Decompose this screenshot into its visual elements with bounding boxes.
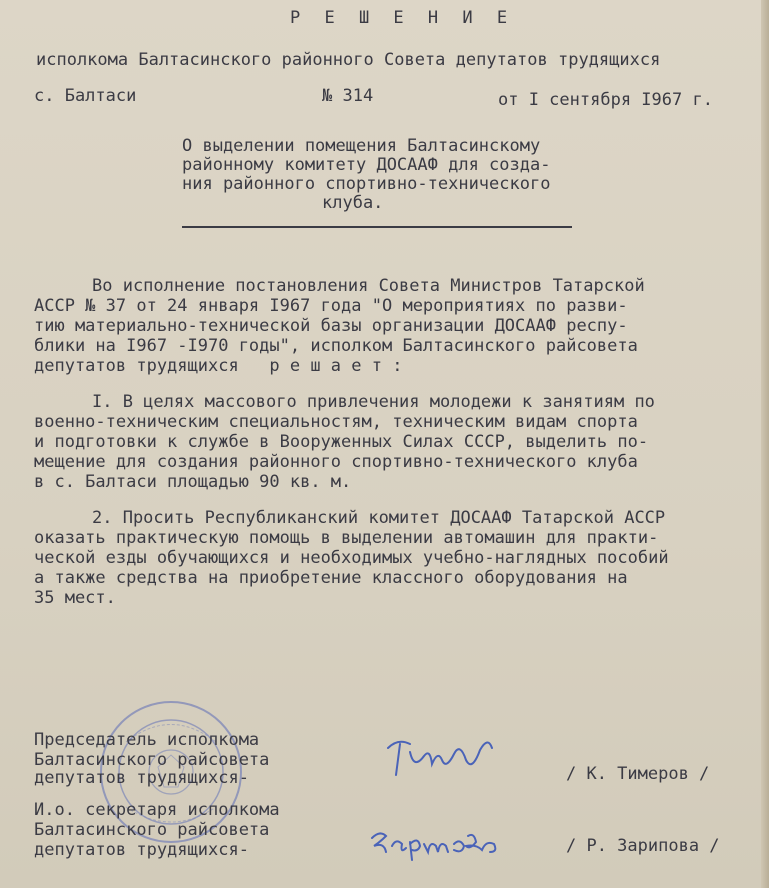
text-line: тию материально-технической базы организации ДОСААФ респу- (34, 316, 628, 336)
text-line: депутатов трудящихся р е ш а е т : (34, 356, 403, 376)
text-line: Во исполнение постановления Совета Министров Татарской (92, 276, 645, 296)
text-line: и подготовки к службе в Вооруженных Силах СССР, выделить по- (34, 432, 649, 452)
place: с. Балтаси (34, 86, 137, 106)
signatory-role: И.о. секретаря исполкома (34, 800, 280, 820)
text-line: ческой езды обучающихся и необходимых учебно-наглядных пособий (34, 548, 669, 568)
text-line: в с. Балтаси площадью 90 кв. м. (34, 472, 352, 492)
text-line: оказать практическую помощь в выделении автомашин для практи- (34, 528, 659, 548)
document-title: Р Е Ш Е Н И Е (290, 8, 515, 28)
decision-number: № 314 (322, 86, 374, 106)
subject-line: районному комитету ДОСААФ для созда- (182, 155, 551, 175)
signatory-role: Балтасинского райсовета (34, 750, 270, 770)
text-line: военно-техническим специальностям, техническим видам спорта (34, 412, 638, 432)
text-line: I. В целях массового привлечения молодежи к занятиям по (92, 392, 655, 412)
handwritten-signature-1 (380, 730, 500, 785)
handwritten-signature-2 (366, 822, 506, 862)
subject-line: О выделении помещения Балтасинскому (182, 136, 541, 156)
issuing-body: исполкома Балтасинского районного Совета депутатов трудящихся (36, 50, 661, 70)
subject-underline (182, 226, 572, 228)
signatory-role: депутатов трудящихся- (34, 840, 249, 860)
decision-date: от I сентября I967 г. (498, 90, 713, 110)
subject-line: ния районного спортивно-технического (182, 174, 551, 194)
signatory-role: депутатов трудящихся- (34, 768, 249, 788)
text-line: 35 мест. (34, 588, 116, 608)
signatory-name: / Р. Зарипова / (566, 836, 720, 856)
signatory-role: Председатель исполкома (34, 730, 260, 750)
page-edge (761, 0, 769, 888)
signatory-role: Балтасинского райсовета (34, 820, 270, 840)
text-line: 2. Просить Республиканский комитет ДОСААФ Татарской АССР (92, 508, 666, 528)
text-line: мещение для создания районного спортивно-технического клуба (34, 452, 638, 472)
subject-line: клуба. (322, 193, 384, 213)
text-line: а также средства на приобретение классного оборудования на (34, 568, 628, 588)
signatory-name: / К. Тимеров / (566, 764, 710, 784)
text-line: АССР № 37 от 24 января I967 года "О мероприятиях по разви- (34, 296, 628, 316)
text-line: блики на I967 -I970 годы", исполком Балтасинского райсовета (34, 336, 638, 356)
